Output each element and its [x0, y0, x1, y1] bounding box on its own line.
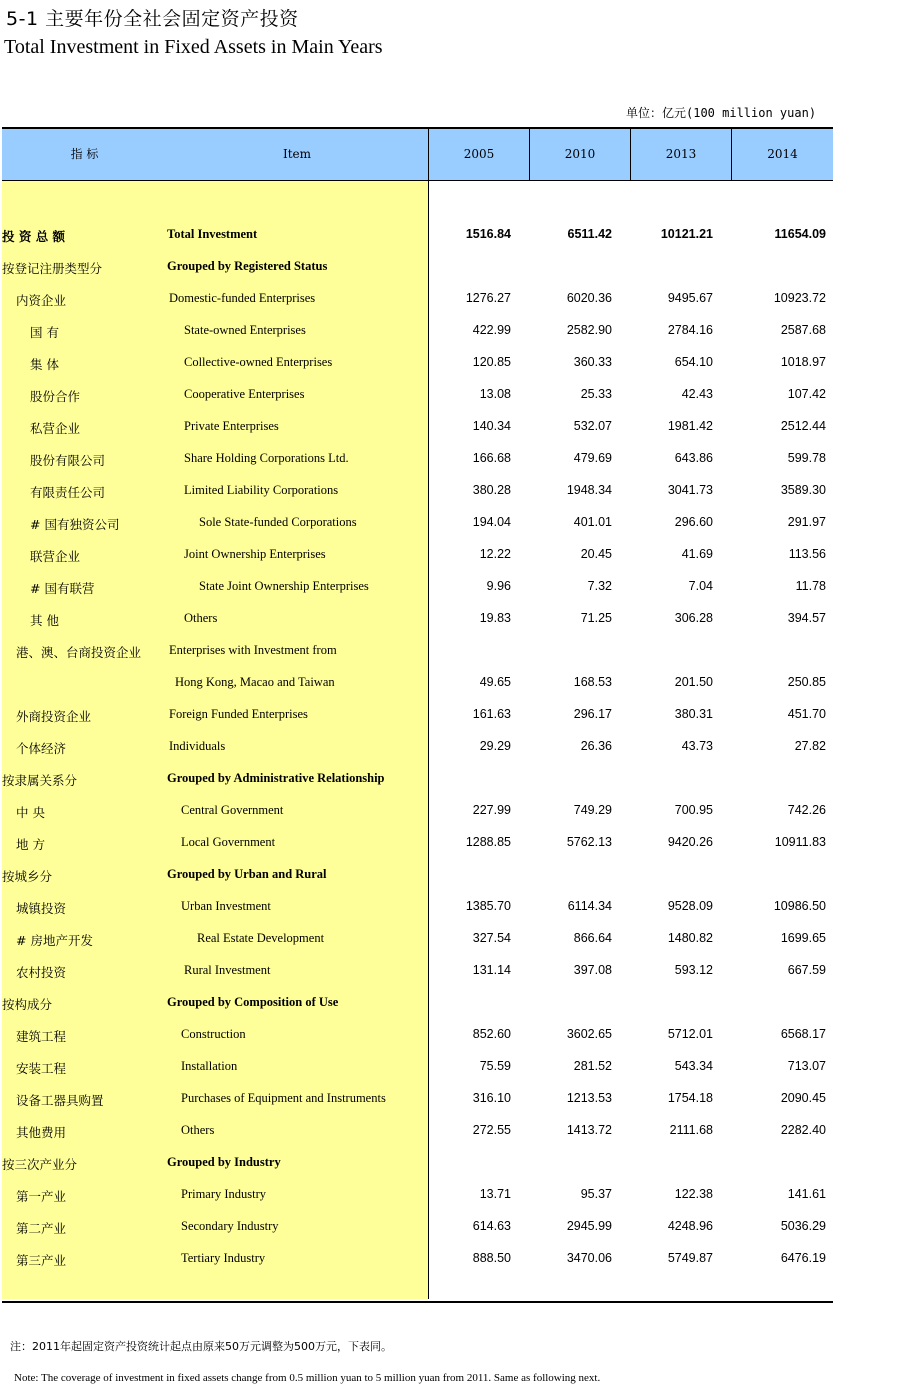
value-cell: 6511.42	[567, 227, 612, 241]
table-header	[2, 129, 833, 181]
row-label-en: Cooperative Enterprises	[184, 387, 305, 401]
row-label-en: Real Estate Development	[197, 931, 325, 945]
row-label-en: Domestic-funded Enterprises	[169, 291, 316, 305]
value-cell: 9420.26	[667, 835, 713, 849]
row-label-en: State-owned Enterprises	[184, 323, 306, 337]
row-label-cn: 股份有限公司	[30, 453, 106, 468]
value-cell: 122.38	[674, 1187, 713, 1201]
row-label-cn: # 房地产开发	[16, 933, 93, 948]
value-cell: 2784.16	[667, 323, 713, 337]
table-row	[2, 1147, 833, 1179]
value-cell: 11.78	[795, 579, 826, 593]
row-label-en: Foreign Funded Enterprises	[169, 707, 308, 721]
value-cell: 161.63	[472, 707, 511, 721]
value-cell: 6114.34	[567, 899, 612, 913]
row-label-cn: 农村投资	[16, 965, 67, 980]
value-cell: 201.50	[674, 675, 713, 689]
table-row	[2, 635, 833, 667]
row-label-cn: # 国有联营	[30, 581, 95, 596]
value-cell: 5749.87	[667, 1251, 713, 1265]
value-cell: 397.08	[573, 963, 612, 977]
value-cell: 1413.72	[566, 1123, 612, 1137]
table-row	[2, 507, 833, 539]
value-cell: 380.31	[674, 707, 713, 721]
value-cell: 866.64	[573, 931, 612, 945]
table-row	[2, 1051, 833, 1083]
value-cell: 360.33	[573, 355, 612, 369]
table-row	[2, 987, 833, 1019]
row-label-cn: 外商投资企业	[16, 709, 92, 724]
row-label-en: Construction	[181, 1027, 246, 1041]
value-cell: 479.69	[573, 451, 612, 465]
row-label-cn: # 国有独资公司	[30, 517, 120, 532]
table-row	[2, 219, 833, 251]
row-label-en: Collective-owned Enterprises	[184, 355, 333, 369]
row-label-cn: 地 方	[16, 837, 45, 852]
row-label-cn: 按城乡分	[2, 869, 53, 884]
value-cell: 7.32	[587, 579, 612, 593]
value-cell: 26.36	[580, 739, 612, 753]
value-cell: 1018.97	[780, 355, 826, 369]
value-cell: 250.85	[787, 675, 826, 689]
value-cell: 2090.45	[780, 1091, 826, 1105]
value-cell: 9495.67	[667, 291, 713, 305]
value-cell: 25.33	[580, 387, 612, 401]
value-cell: 227.99	[472, 803, 511, 817]
row-label-en: State Joint Ownership Enterprises	[199, 579, 369, 593]
value-cell: 5762.13	[566, 835, 612, 849]
value-cell: 141.61	[787, 1187, 826, 1201]
row-label-cn: 投 资 总 额	[2, 229, 66, 244]
value-cell: 742.26	[787, 803, 826, 817]
value-cell: 1480.82	[667, 931, 713, 945]
table-row	[2, 251, 833, 283]
row-label-cn: 国 有	[30, 325, 59, 340]
table-row	[2, 827, 833, 859]
value-cell: 42.43	[681, 387, 713, 401]
table-row	[2, 923, 833, 955]
row-label-en: Grouped by Composition of Use	[167, 995, 339, 1009]
row-label-cn: 设备工器具购置	[16, 1093, 104, 1108]
row-label-en: Primary Industry	[181, 1187, 267, 1201]
value-cell: 194.04	[472, 515, 511, 529]
value-cell: 12.22	[479, 547, 511, 561]
table-row	[2, 1211, 833, 1243]
table-row	[2, 731, 833, 763]
row-label-en: Purchases of Equipment and Instruments	[181, 1091, 386, 1105]
row-label-cn: 城镇投资	[16, 901, 67, 916]
value-cell: 27.82	[794, 739, 826, 753]
value-cell: 49.65	[479, 675, 511, 689]
row-label-cn: 按隶属关系分	[2, 773, 78, 788]
value-cell: 9528.09	[667, 899, 713, 913]
row-label-en: Sole State-funded Corporations	[199, 515, 357, 529]
row-label-cn: 个体经济	[16, 741, 67, 756]
value-cell: 3602.65	[566, 1027, 612, 1041]
row-label-en: Others	[184, 611, 218, 625]
value-cell: 614.63	[472, 1219, 511, 1233]
footnote-cn: 注：2011年起固定资产投资统计起点由原来50万元调整为500万元，下表同。	[10, 1340, 392, 1353]
value-cell: 75.59	[479, 1059, 511, 1073]
row-label-cn: 其他费用	[16, 1125, 67, 1140]
value-cell: 654.10	[674, 355, 713, 369]
row-label-en: Individuals	[169, 739, 226, 753]
table-row	[2, 347, 833, 379]
row-label-cn: 中 央	[16, 805, 45, 820]
table-row	[2, 603, 833, 635]
value-cell: 713.07	[787, 1059, 826, 1073]
header-indicator: 指 标	[70, 147, 99, 161]
row-label-cn: 第一产业	[16, 1189, 67, 1204]
value-cell: 13.71	[479, 1187, 511, 1201]
value-cell: 451.70	[787, 707, 826, 721]
page-title-cn: 5-1 主要年份全社会固定资产投资	[6, 8, 299, 30]
row-label-cn: 内资企业	[16, 293, 67, 308]
value-cell: 113.56	[788, 547, 826, 561]
row-label-en: Others	[181, 1123, 215, 1137]
row-label-cn: 集 体	[30, 357, 59, 372]
value-cell: 29.29	[479, 739, 511, 753]
value-cell: 2512.44	[780, 419, 826, 433]
table-row	[2, 955, 833, 987]
value-cell: 852.60	[472, 1027, 511, 1041]
row-label-cn: 私营企业	[30, 421, 81, 436]
value-cell: 7.04	[688, 579, 713, 593]
value-cell: 10923.72	[773, 291, 826, 305]
row-label-cn: 其 他	[30, 613, 59, 628]
row-label-cn: 港、澳、台商投资企业	[16, 645, 142, 660]
value-cell: 532.07	[573, 419, 612, 433]
row-label-en: Grouped by Administrative Relationship	[167, 771, 385, 785]
value-cell: 95.37	[580, 1187, 612, 1201]
value-cell: 296.17	[573, 707, 612, 721]
value-cell: 166.68	[472, 451, 511, 465]
value-cell: 20.45	[580, 547, 612, 561]
row-label-cn: 按登记注册类型分	[2, 261, 103, 276]
row-label-cn: 第三产业	[16, 1253, 67, 1268]
value-cell: 593.12	[674, 963, 713, 977]
header-year-2005: 2005	[463, 147, 495, 161]
row-label-en: Share Holding Corporations Ltd.	[184, 451, 349, 465]
table-row	[2, 411, 833, 443]
row-label-cn: 有限责任公司	[30, 485, 106, 500]
row-label-en: Hong Kong, Macao and Taiwan	[175, 675, 335, 689]
value-cell: 6020.36	[566, 291, 612, 305]
value-cell: 10986.50	[773, 899, 826, 913]
value-cell: 2111.68	[669, 1123, 713, 1137]
row-label-en: Secondary Industry	[181, 1219, 279, 1233]
value-cell: 394.57	[787, 611, 826, 625]
table-row	[2, 763, 833, 795]
row-label-en: Grouped by Urban and Rural	[167, 867, 327, 881]
row-label-en: Tertiary Industry	[181, 1251, 266, 1265]
row-label-cn: 按构成分	[2, 997, 53, 1012]
value-cell: 4248.96	[667, 1219, 713, 1233]
value-cell: 1516.84	[465, 227, 511, 241]
footnote-en: Note: The coverage of investment in fixed assets change from 0.5 million yuan to 5 million yuan from 2011. Same as following next.	[14, 1372, 601, 1384]
value-cell: 422.99	[472, 323, 511, 337]
row-label-en: Joint Ownership Enterprises	[184, 547, 326, 561]
value-cell: 11654.09	[774, 227, 826, 241]
table-row	[2, 379, 833, 411]
table-row	[2, 571, 833, 603]
row-label-cn: 建筑工程	[16, 1029, 67, 1044]
table-row	[2, 1179, 833, 1211]
header-year-2013: 2013	[665, 147, 697, 161]
value-cell: 107.42	[787, 387, 826, 401]
value-cell: 131.14	[472, 963, 511, 977]
value-cell: 1948.34	[566, 483, 612, 497]
table-row	[2, 1083, 833, 1115]
row-label-en: Grouped by Registered Status	[167, 259, 328, 273]
value-cell: 6476.19	[780, 1251, 826, 1265]
row-label-en: Installation	[181, 1059, 238, 1073]
value-cell: 700.95	[674, 803, 713, 817]
value-cell: 1981.42	[667, 419, 713, 433]
value-cell: 281.52	[573, 1059, 612, 1073]
value-cell: 10911.83	[774, 835, 826, 849]
value-cell: 13.08	[479, 387, 511, 401]
table-row	[2, 891, 833, 923]
value-cell: 543.34	[674, 1059, 713, 1073]
value-cell: 380.28	[472, 483, 511, 497]
table-row	[2, 1019, 833, 1051]
value-cell: 43.73	[681, 739, 713, 753]
value-cell: 749.29	[573, 803, 612, 817]
value-cell: 3041.73	[667, 483, 713, 497]
row-label-en: Limited Liability Corporations	[184, 483, 339, 497]
row-label-en: Total Investment	[167, 227, 258, 241]
value-cell: 6568.17	[780, 1027, 826, 1041]
row-label-cn: 联营企业	[30, 549, 81, 564]
table-row	[2, 443, 833, 475]
row-label-en: Central Government	[181, 803, 284, 817]
header-year-2014: 2014	[767, 147, 798, 161]
table-row	[2, 539, 833, 571]
value-cell: 2587.68	[780, 323, 826, 337]
row-label-cn: 按三次产业分	[2, 1157, 78, 1172]
row-label-en: Rural Investment	[184, 963, 271, 977]
value-cell: 3470.06	[566, 1251, 612, 1265]
row-label-cn: 安装工程	[16, 1061, 67, 1076]
page-title-en: Total Investment in Fixed Assets in Main Years	[4, 36, 383, 58]
value-cell: 71.25	[580, 611, 612, 625]
value-cell: 643.86	[674, 451, 713, 465]
row-label-en: Urban Investment	[181, 899, 271, 913]
row-label-en: Private Enterprises	[184, 419, 279, 433]
value-cell: 599.78	[787, 451, 826, 465]
row-label-en: Enterprises with Investment from	[169, 643, 337, 657]
value-cell: 168.53	[573, 675, 612, 689]
value-cell: 1754.18	[667, 1091, 713, 1105]
table-row	[2, 315, 833, 347]
value-cell: 41.69	[681, 547, 713, 561]
table-row	[2, 1115, 833, 1147]
value-cell: 291.97	[787, 515, 826, 529]
value-cell: 888.50	[472, 1251, 511, 1265]
value-cell: 296.60	[674, 515, 713, 529]
value-cell: 327.54	[472, 931, 511, 945]
value-cell: 3589.30	[780, 483, 826, 497]
value-cell: 1276.27	[465, 291, 511, 305]
table-row	[2, 699, 833, 731]
row-label-en: Grouped by Industry	[167, 1155, 281, 1169]
value-cell: 667.59	[787, 963, 826, 977]
value-cell: 19.83	[479, 611, 511, 625]
table-row	[2, 667, 833, 699]
row-label-en: Local Government	[181, 835, 276, 849]
value-cell: 10121.21	[660, 227, 713, 241]
table-row	[2, 475, 833, 507]
value-cell: 2282.40	[780, 1123, 826, 1137]
unit-label: 单位：亿元(100 million yuan)	[626, 106, 817, 120]
value-cell: 5712.01	[667, 1027, 713, 1041]
value-cell: 316.10	[472, 1091, 511, 1105]
value-cell: 1385.70	[465, 899, 511, 913]
value-cell: 1213.53	[566, 1091, 612, 1105]
investment-table	[2, 127, 833, 1303]
value-cell: 401.01	[573, 515, 612, 529]
table-row	[2, 283, 833, 315]
value-cell: 140.34	[472, 419, 511, 433]
value-cell: 5036.29	[780, 1219, 826, 1233]
table-row	[2, 859, 833, 891]
table-row	[2, 795, 833, 827]
row-label-cn: 第二产业	[16, 1221, 67, 1236]
row-label-cn: 股份合作	[30, 389, 81, 404]
value-cell: 2582.90	[566, 323, 612, 337]
header-year-2010: 2010	[564, 147, 596, 161]
header-item: Item	[282, 147, 312, 161]
value-cell: 120.85	[472, 355, 511, 369]
value-cell: 1699.65	[780, 931, 826, 945]
value-cell: 272.55	[472, 1123, 511, 1137]
value-cell: 9.96	[486, 579, 511, 593]
table-row	[2, 1243, 833, 1275]
value-cell: 1288.85	[465, 835, 511, 849]
value-cell: 306.28	[674, 611, 713, 625]
value-cell: 2945.99	[566, 1219, 612, 1233]
